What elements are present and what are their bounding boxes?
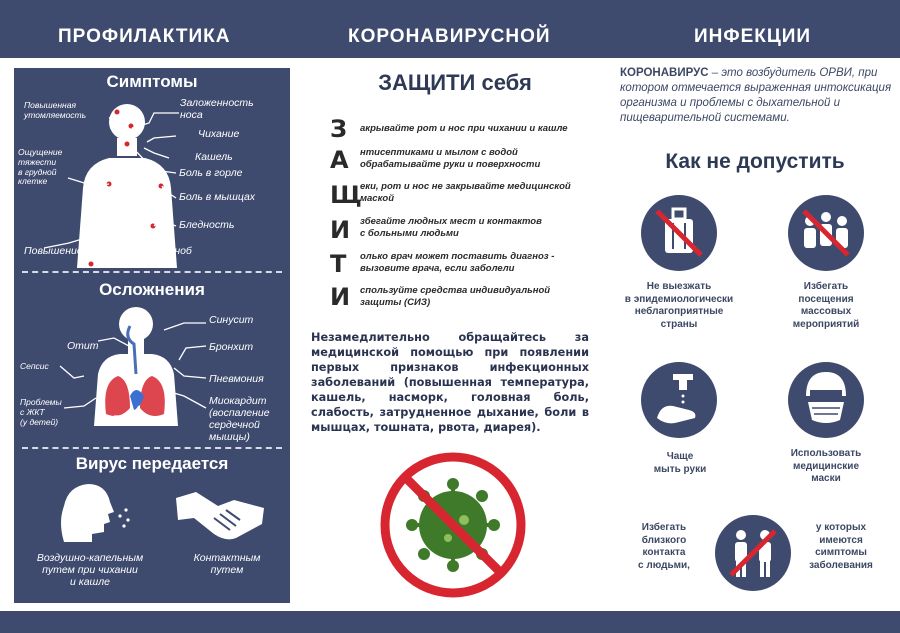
prevention-title: Как не допустить [665, 150, 845, 173]
symptom-fatigue-label: Повышенная утомляемость [24, 100, 87, 120]
symptom-muscle-label: Боль в мышцах [179, 191, 256, 203]
complication-sepsis-label: Сепсис [20, 361, 49, 371]
footer-bar [0, 611, 900, 633]
avoid-contact-icon [713, 513, 793, 593]
wash-hands-caption: Чаще мыть руки [653, 451, 707, 475]
symptom-chest-label: Ощущение тяжести в грудной клетке [18, 147, 63, 187]
hand-wash-icon [639, 360, 719, 440]
complication-gut-label: Проблемы с ЖКТ (у детей) [20, 397, 62, 427]
acrostic-letter: И [330, 216, 351, 244]
transmission-title: Вирус передается [75, 454, 229, 473]
no-crowds-caption: Избегать посещения массовых мероприятий [792, 281, 860, 330]
symptoms-title: Симптомы [106, 72, 198, 91]
acrostic-letter: А [330, 146, 349, 174]
complication-bronchitis-label: Бронхит [209, 341, 254, 353]
complication-pneumonia-label: Пневмония [209, 373, 264, 385]
section-divider [22, 447, 282, 449]
coronavirus-definition [620, 66, 895, 126]
symptom-sneeze-label: Чихание [198, 128, 240, 140]
complication-otitis-label: Отит [67, 340, 99, 352]
avoid-contact-caption-right: у которых имеются симптомы заболевания [809, 522, 873, 571]
definition-text: – это возбудитель ОРВИ, при котором отмечается выраженная интоксикация организма и проблемы с дыхательной и пищеварительной системами. [620, 67, 892, 124]
section-divider [22, 271, 282, 273]
rule-text: олько врач может поставить диагноз - вызовите врача, если заболели [360, 251, 555, 274]
rule-text: збегайте людных мест и контактов с больными людьми [360, 216, 542, 239]
use-mask-caption: Использовать медицинские маски [790, 448, 862, 484]
acrostic-letter: Т [330, 250, 347, 278]
complication-myocarditis-label: Миокардит (воспаление сердечной мышцы) [209, 395, 270, 444]
no-virus-icon [378, 450, 528, 600]
airborne-transmission-label: Воздушно-капельным путем при чихании и кашле [36, 552, 144, 589]
rule-text: спользуйте средства индивидуальной защиты (СИЗ) [360, 285, 551, 308]
acrostic-letter: З [330, 115, 348, 143]
no-crowds-icon [786, 193, 866, 273]
handshake-icon [174, 488, 266, 542]
symptom-pale-label: Бледность [179, 219, 235, 231]
left-info-panel [14, 68, 290, 603]
no-travel-caption: Не выезжать в эпидемиологически неблагоприятные страны [624, 281, 734, 330]
symptom-throat-label: Боль в горле [179, 167, 243, 179]
definition-term: КОРОНАВИРУС [620, 67, 709, 79]
acrostic-letter: Щ [330, 181, 362, 209]
symptom-cough-label: Кашель [195, 151, 233, 163]
rule-text: нтисептиками и мылом с водой обрабатывайте руки и поверхности [360, 147, 541, 170]
face-mask-icon [786, 360, 866, 440]
rule-text: еки, рот и нос не закрывайте медицинской маской [360, 181, 571, 204]
contact-transmission-label: Контактным путем [193, 552, 261, 577]
header-word-coronavirus: КОРОНАВИРУСНОЙ [348, 26, 551, 47]
acrostic-letter: И [330, 283, 351, 311]
complications-title: Осложнения [99, 280, 205, 299]
symptom-fever-label: Повышение температуры, озноб [24, 245, 192, 257]
symptom-nose-label: Заложенность носа [180, 97, 254, 122]
rule-text: акрывайте рот и нос при чихании и кашле [360, 123, 568, 134]
header-word-infection: ИНФЕКЦИИ [694, 26, 812, 47]
avoid-contact-caption-left: Избегать близкого контакта с людьми, [638, 522, 690, 571]
header-word-prophylaxis: ПРОФИЛАКТИКА [58, 26, 231, 47]
sneezing-person-icon [54, 478, 134, 542]
no-travel-icon [639, 193, 719, 273]
protect-yourself-title: ЗАЩИТИ себя [378, 70, 532, 95]
header-bar [0, 0, 900, 58]
seek-help-paragraph: Незамедлительно обращайтесь за медицинской помощью при появлении первых признаков инфекционных заболеваний (повышенная температура, кашель, насморк, головная боль, слабость, затрудненное дыхание, боли в мышцах, тошната, рвота, диарея). [311, 331, 589, 435]
complication-sinusitis-label: Синусит [209, 314, 254, 326]
